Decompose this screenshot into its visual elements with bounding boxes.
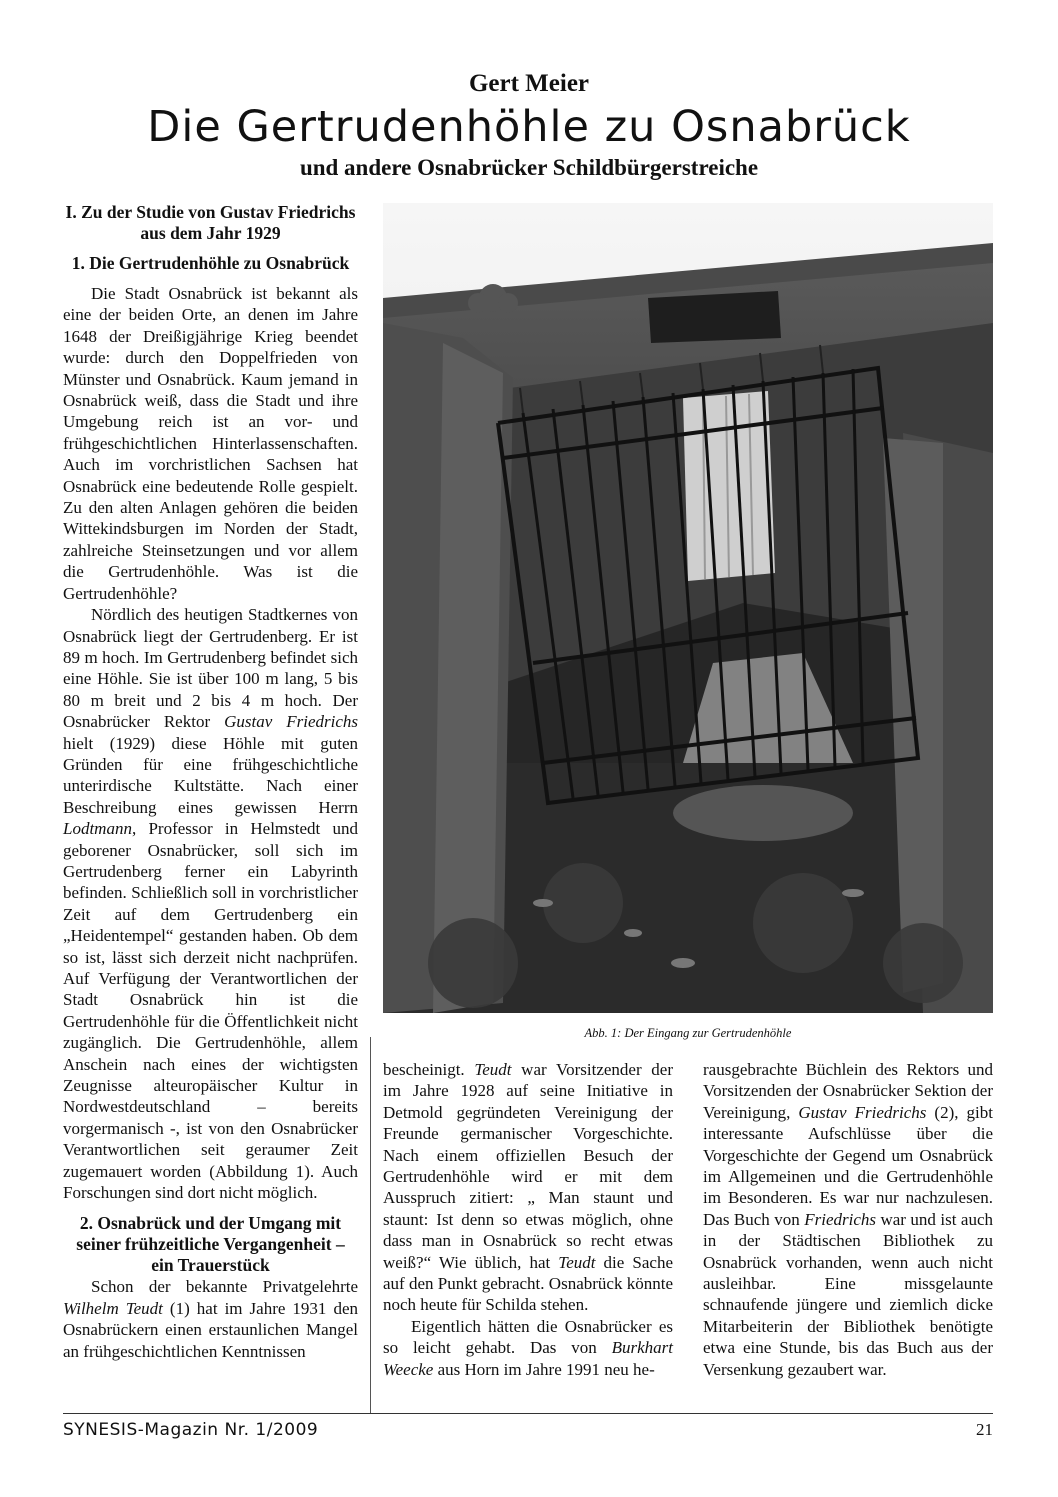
photo-cave-entrance [383, 203, 993, 1013]
text-run: bescheinigt. [383, 1060, 475, 1079]
page-number: 21 [976, 1420, 993, 1439]
person-name: Burkhart Weecke [383, 1338, 673, 1379]
column-divider [370, 1037, 371, 1413]
text-run: Eigentlich hätten die Osnabrücker es so leicht gehabt. Das von [383, 1316, 673, 1358]
footer-rule [63, 1413, 993, 1414]
text-run: rausgebrachte Büchlein des Rektors und Vorsitzenden der Osnabrücker Sektion der Vereinigung, [703, 1060, 993, 1122]
person-name: Wilhelm Teudt [63, 1298, 163, 1318]
subsection-heading-2: 2. Osnabrück und der Umgang mit seiner frühzeitliche Vergangenheit – ein Trauerstück [76, 1213, 345, 1276]
text-run: Schon der bekannte Privatgelehrte [91, 1277, 358, 1297]
column-right [703, 1059, 993, 1380]
text-run: hielt (1929) diese Höhle mit guten Gründen für eine frühgeschichtliche unterirdische Kultstätte. Nach einer Beschreibung eines gewissen Herrn [63, 733, 358, 817]
paragraph: Die Stadt Osnabrück ist bekannt als eine der beiden Orte, an denen im Jahre 1648 der Dreißigjährige Krieg beendet wurde: durch den Doppelfrieden von Münster und Osnabrück. Kaum jemand in Osnabrück weiß, dass die Stadt und ihre Umgebung reich ist an vor- und frühgeschichtlichen Hinterlassenschaften. Auch im vorchristlichen Sachsen hat Osnabrück eine bedeutende Rolle gespielt. Zu den alten Anlagen gehören die beiden Wittekindsburgen im Norden der Stadt, zahlreiche Steinsetzungen und vor allem die Gertrudenhöhle. Was ist die Gertrudenhöhle? [63, 284, 358, 603]
section-heading-1: I. Zu der Studie von Gustav Friedrichs aus dem Jahr 1929 [65, 202, 356, 243]
magazine-issue: SYNESIS-Magazin Nr. 1/2009 [63, 1420, 319, 1440]
person-name: Friedrichs [804, 1209, 876, 1229]
paragraph [383, 1059, 673, 1316]
author-name: Gert Meier [468, 70, 590, 97]
figure-caption: Abb. 1: Der Eingang zur Gertrudenhöhle [584, 1026, 792, 1040]
article-title: Die Gertrudenhöhle zu Osnabrück [147, 102, 911, 152]
subsection-heading-1: 1. Die Gertrudenhöhle zu Osnabrück [71, 253, 350, 273]
person-name: Lodtmann [63, 819, 132, 839]
column-left [63, 202, 358, 1362]
paragraph [63, 604, 358, 1203]
paragraph [383, 1316, 673, 1380]
photo-illustration [383, 203, 993, 1013]
text-run: die Sache auf den Punkt gebracht. Osnabrück könnte noch heute für Schilda stehen. [383, 1252, 673, 1315]
person-name: Gustav Friedrichs [224, 712, 358, 732]
text-run: (2), gibt interessante Aufschlüsse über die Vorgeschichte der Gegend um Osnabrück im Allgemeinen und die Gertrudenhöhle im Besonderen. Es war nur nachzulesen. Das Buch von [703, 1102, 993, 1229]
paragraph [703, 1059, 993, 1380]
person-name: Teudt [474, 1060, 512, 1079]
column-middle [383, 1059, 673, 1380]
text-run: , Professor in Helmstedt und geborener Osnabrücker, soll sich im Gertrudenberg ferner ein Labyrinth befinden. Schließlich soll in vorchristlicher Zeit auf dem Gertrudenberg ein „Heidentempel“ gestanden haben. Ob dem so ist, lässt sich derzeit nicht nachprüfen. Auf Verfügung der Verantwortlichen der Stadt Osnabrück hin ist die Gertrudenhöhle für die Öffentlichkeit nicht zugänglich. Die Gertrudenhöhle, allem Anschein nach eines der wichtigsten Zeugnisse alteuropäischer Kultur in Nordwestdeutschland – bereits vorgermanisch -, ist von den Osnabrücker Verantwortlichen seit geraumer Zeit zugemauert worden (Abbildung 1). Auch Forschungen sind dort nicht möglich. [63, 819, 358, 1203]
text-run: Nördlich des heutigen Stadtkernes von Osnabrück liegt der Gertrudenberg. Er ist 89 m hoch. Im Gertrudenberg befindet sich eine Höhle. Sie ist über 100 m lang, 5 bis 80 m breit und 2 bis 4 m hoch. Der Osnabrücker Rektor [63, 605, 358, 732]
text-run: war Vorsitzender der im Jahre 1928 auf seine Initiative in Detmold gegründeten Vereinigung der Freunde germanischer Vorgeschichte. Nach einem offiziellen Besuch der Gertrudenhöhle wird er mit dem Ausspruch zitiert: „ Man staunt und staunt: Ist denn so etwas möglich, ohne dass man in Osnabrück so recht etwas weiß?“ Wie üblich, hat [383, 1060, 673, 1272]
person-name: Gustav Friedrichs [798, 1102, 927, 1122]
text-run: war und ist auch in der Städtischen Bibliothek zu Osnabrück vorhanden, wenn auch nicht ausleihbar. Eine missgelaunte schnaufende jüngere und ziemlich dicke Mitarbeiterin der Bibliothek benötigte etwa eine Stunde, bis das Buch aus der Versenkung gezaubert war. [703, 1209, 993, 1379]
person-name: Teudt [558, 1252, 596, 1272]
article-subtitle: und andere Osnabrücker Schildbürgerstreiche [299, 155, 759, 180]
paragraph [63, 1276, 358, 1362]
text-run: (1) hat im Jahre 1931 den Osnabrückern einen erstaunlichen Mangel an frühgeschichtlichen Kenntnissen [63, 1298, 358, 1361]
text-run: aus Horn im Jahre 1991 neu he- [433, 1359, 655, 1379]
